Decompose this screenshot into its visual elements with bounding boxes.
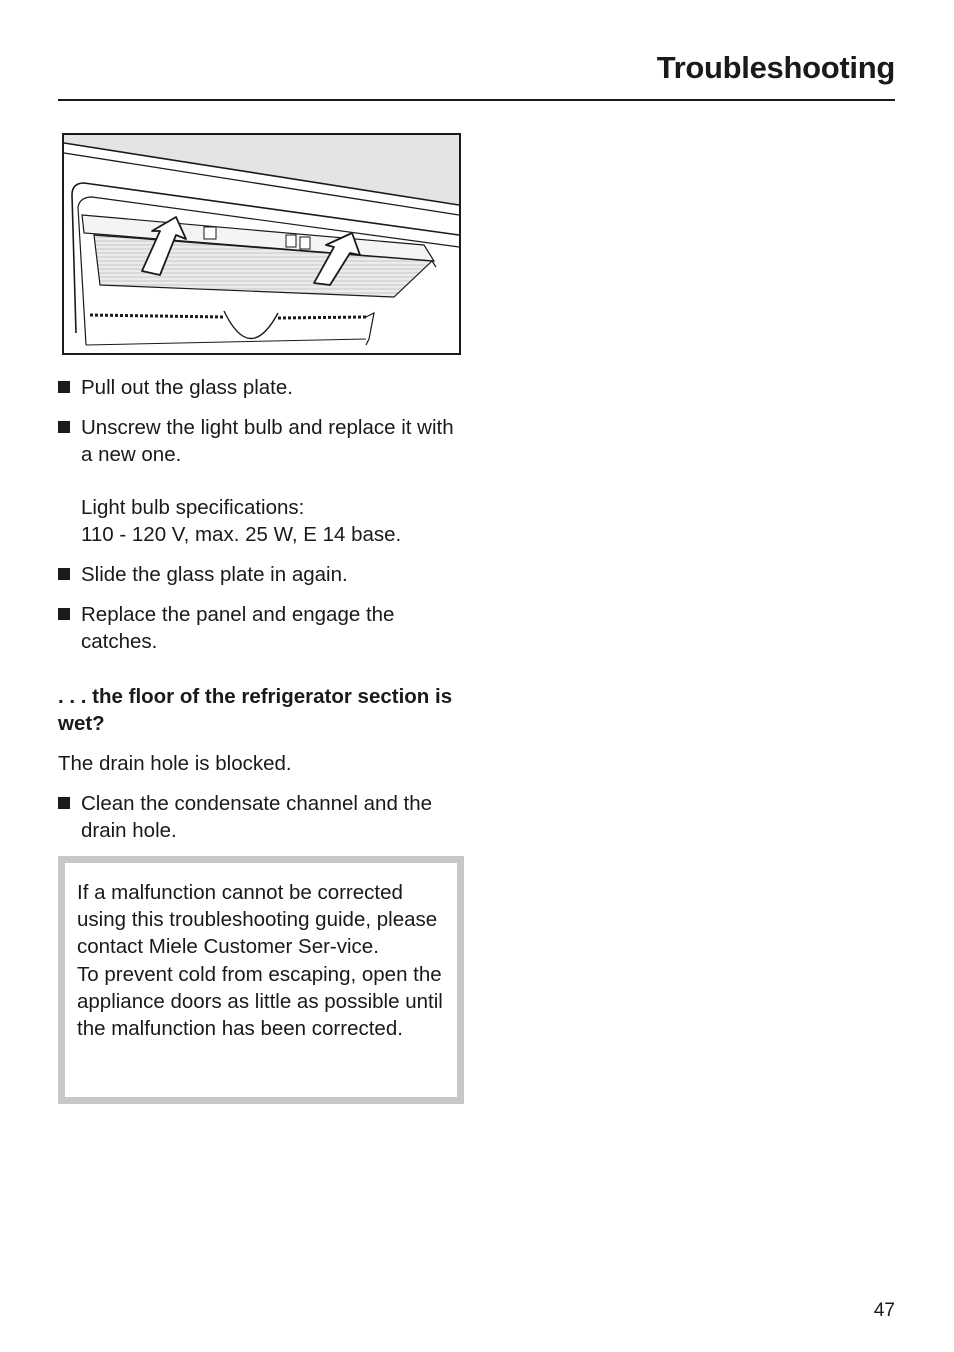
spec-value: 110 - 120 V, max. 25 W, E 14 base. [81,523,402,546]
bullet-square-icon [58,421,70,433]
page-number: 47 [873,1300,895,1321]
glass-plate-illustration [62,133,461,355]
page-title: Troubleshooting [656,50,895,85]
list-item [58,414,468,468]
list-item [58,790,468,844]
bullet-square-icon [58,797,70,809]
instructions [58,374,468,857]
bullet-square-icon [58,608,70,620]
page-header [58,50,895,101]
note-box [58,856,464,1104]
step-text: Replace the panel and engage the catches. [81,603,395,653]
illustration-drawing [64,135,459,353]
step-text: Unscrew the light bulb and replace it with a new one. [81,416,454,466]
bullet-square-icon [58,568,70,580]
step-text: Slide the glass plate in again. [81,563,348,586]
note-paragraph: If a malfunction cannot be corrected using this troubleshooting guide, please contact Miele Customer Ser-vice. [77,881,438,959]
section-heading: . . . the floor of the refrigerator section is wet? [58,685,453,735]
note-paragraph: To prevent cold from escaping, open the appliance doors as little as possible until the malfunction has been corrected. [77,962,443,1041]
spec-label: Light bulb specifications: [81,496,305,519]
bulb-specifications [58,494,468,548]
step-text: Clean the condensate channel and the drain hole. [81,792,433,842]
list-item [58,374,468,401]
list-item [58,561,468,588]
list-item [58,601,468,655]
bullet-square-icon [58,381,70,393]
step-text: Pull out the glass plate. [81,376,293,399]
cause-text: The drain hole is blocked. [58,752,292,775]
